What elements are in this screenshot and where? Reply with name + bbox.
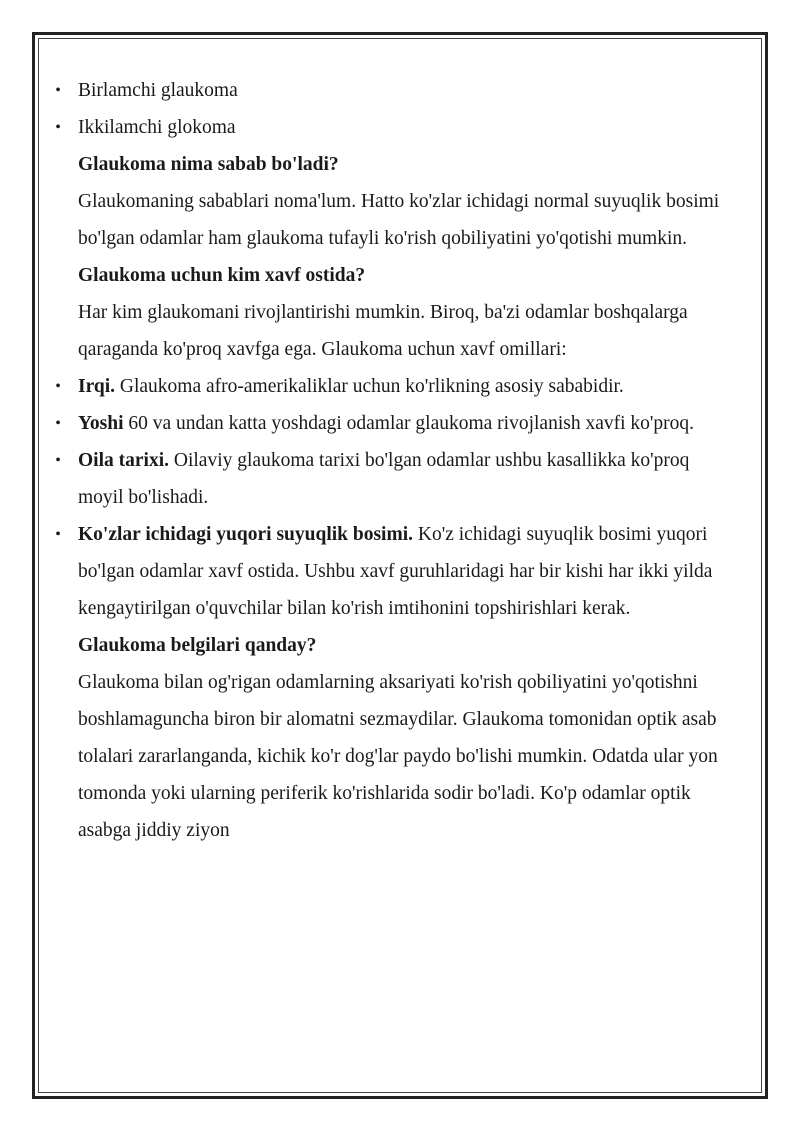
bullet-icon: • [55, 82, 61, 99]
document-content [50, 72, 730, 849]
risk-factor-term: Oila tarixi. [78, 450, 169, 471]
risk-factor-term: Yoshi [78, 413, 124, 434]
risk-factor-term: Irqi. [78, 376, 116, 397]
list-item-label: Birlamchi glaukoma [78, 80, 238, 101]
bullet-icon: • [55, 415, 61, 432]
list-item [50, 72, 730, 109]
section-body: Har kim glaukomani rivojlantirishi mumkin. Biroq, ba'zi odamlar boshqalarga qaraganda ko'proq xavfga ega. Glaukoma uchun xavf omillari: [78, 302, 688, 360]
list-item-label: Ikkilamchi glokoma [78, 117, 236, 138]
risk-factor-text: Oilaviy glaukoma tarixi bo'lgan odamlar ushbu kasallikka ko'proq moyil bo'lishadi. [78, 450, 690, 508]
risk-factor-item [50, 405, 730, 442]
section-heading: Glaukoma belgilari qanday? [78, 635, 317, 656]
bullet-icon: • [55, 452, 61, 469]
section-body: Glaukoma bilan og'rigan odamlarning aksariyati ko'rish qobiliyatini yo'qotishni boshlamaguncha biron bir alomatni sezmaydilar. Glaukoma tomonidan optik asab tolalari zararlanganda, kichik ko'r dog'lar paydo bo'lishi mumkin. Odatda ular yon tomonda yoki ularning periferik ko'rishlarida sodir bo'ladi. Ko'p odamlar optik asabga jiddiy ziyon [78, 672, 718, 841]
section-heading: Glaukoma uchun kim xavf ostida? [78, 265, 366, 286]
bullet-icon: • [55, 378, 61, 395]
risk-factor-item [50, 516, 730, 627]
bullet-icon: • [55, 526, 61, 543]
section-heading: Glaukoma nima sabab bo'ladi? [78, 154, 339, 175]
list-item [50, 109, 730, 146]
bullet-icon: • [55, 119, 61, 136]
risk-factor-text: 60 va undan katta yoshdagi odamlar glaukoma rivojlanish xavfi ko'proq. [123, 413, 695, 434]
risk-factor-item [50, 368, 730, 405]
risk-factor-term: Ko'zlar ichidagi yuqori suyuqlik bosimi. [78, 524, 414, 545]
section-body: Glaukomaning sabablari noma'lum. Hatto ko'zlar ichidagi normal suyuqlik bosimi bo'lgan odamlar ham glaukoma tufayli ko'rish qobiliyatini yo'qotishi mumkin. [78, 191, 720, 249]
risk-factor-text: Ko'z ichidagi suyuqlik bosimi yuqori bo'lgan odamlar xavf ostida. Ushbu xavf guruhlaridagi har bir kishi har ikki yilda kengaytirilgan o'quvchilar bilan ko'rish imtihonini topshirishlari kerak. [78, 524, 713, 619]
risk-factor-text: Glaukoma afro-amerikaliklar uchun ko'rlikning asosiy sababidir. [115, 376, 624, 397]
risk-factor-item [50, 442, 730, 516]
